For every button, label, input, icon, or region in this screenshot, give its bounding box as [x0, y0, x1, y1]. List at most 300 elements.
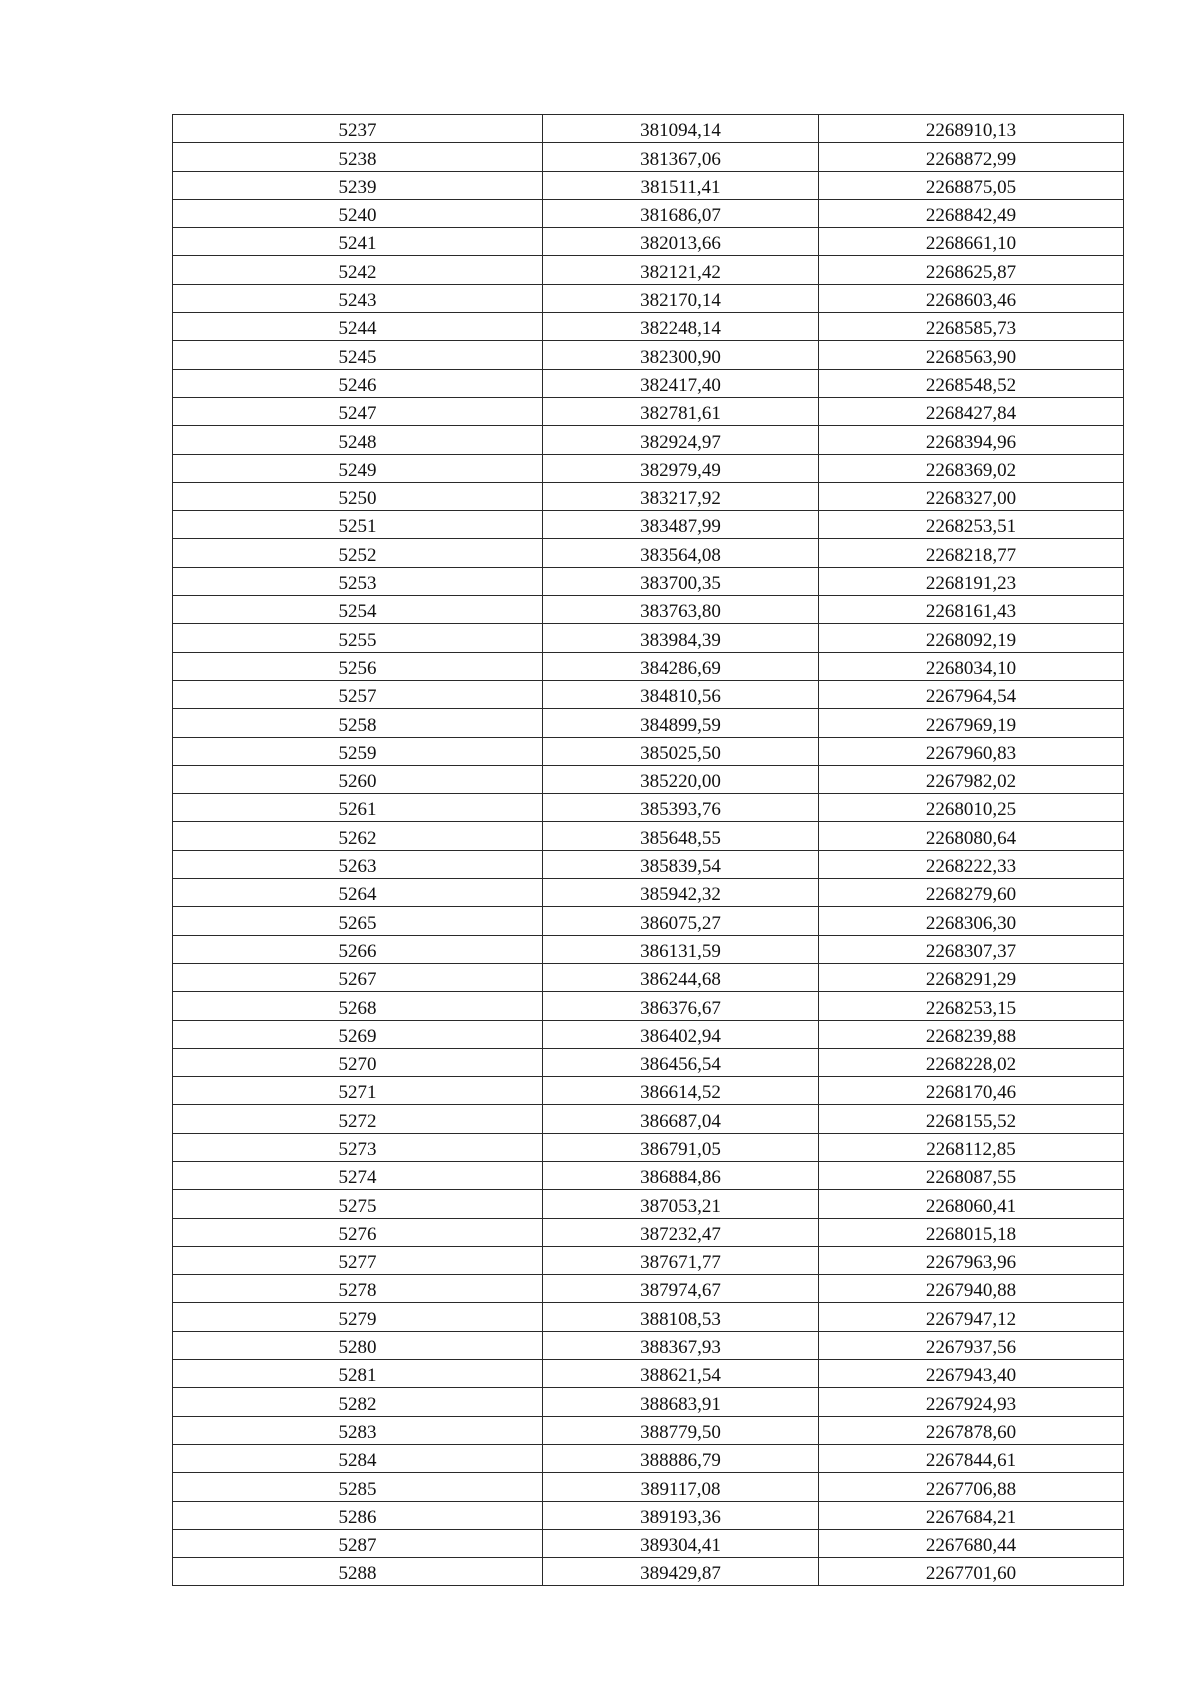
y-coordinate-cell — [819, 228, 1124, 256]
table-row — [173, 624, 1124, 652]
table-row — [173, 228, 1124, 256]
x-coordinate-cell — [543, 1444, 819, 1472]
point-number-cell — [173, 1105, 543, 1133]
point-number-text: 5269 — [338, 1025, 377, 1047]
y-coordinate-cell — [819, 907, 1124, 935]
x-coordinate-text: 382300,90 — [640, 346, 721, 368]
y-coordinate-cell — [819, 652, 1124, 680]
point-number-text: 5276 — [338, 1223, 377, 1245]
point-number-text: 5257 — [338, 686, 377, 708]
table-row — [173, 652, 1124, 680]
y-coordinate-cell — [819, 765, 1124, 793]
x-coordinate-cell — [543, 539, 819, 567]
table-row — [173, 1416, 1124, 1444]
x-coordinate-text: 382248,14 — [640, 318, 721, 340]
y-coordinate-cell — [819, 935, 1124, 963]
point-number-cell — [173, 1558, 543, 1586]
table-row — [173, 1048, 1124, 1076]
y-coordinate-text: 2268161,43 — [925, 601, 1017, 623]
x-coordinate-cell — [543, 454, 819, 482]
x-coordinate-text: 388621,54 — [640, 1365, 721, 1387]
x-coordinate-cell — [543, 1020, 819, 1048]
x-coordinate-text: 388779,50 — [640, 1421, 721, 1443]
table-row — [173, 850, 1124, 878]
x-coordinate-cell — [543, 596, 819, 624]
table-row — [173, 1501, 1124, 1529]
y-coordinate-cell — [819, 1360, 1124, 1388]
table-row — [173, 369, 1124, 397]
x-coordinate-text: 386687,04 — [640, 1110, 721, 1132]
x-coordinate-cell — [543, 341, 819, 369]
x-coordinate-text: 387974,67 — [640, 1280, 721, 1302]
point-number-text: 5272 — [338, 1110, 377, 1132]
y-coordinate-text: 2267878,60 — [925, 1421, 1017, 1443]
x-coordinate-cell — [543, 822, 819, 850]
y-coordinate-text: 2268080,64 — [925, 827, 1017, 849]
table-row — [173, 1275, 1124, 1303]
point-number-cell — [173, 397, 543, 425]
point-number-text: 5245 — [338, 346, 377, 368]
x-coordinate-cell — [543, 879, 819, 907]
point-number-cell — [173, 341, 543, 369]
point-number-cell — [173, 1388, 543, 1416]
point-number-cell — [173, 313, 543, 341]
y-coordinate-cell — [819, 256, 1124, 284]
point-number-text: 5268 — [338, 997, 377, 1019]
x-coordinate-cell — [543, 1048, 819, 1076]
table-row — [173, 794, 1124, 822]
x-coordinate-text: 383564,08 — [640, 544, 721, 566]
x-coordinate-text: 381094,14 — [640, 120, 721, 142]
point-number-cell — [173, 709, 543, 737]
y-coordinate-cell — [819, 1246, 1124, 1274]
point-number-text: 5265 — [338, 912, 377, 934]
x-coordinate-text: 388683,91 — [640, 1393, 721, 1415]
x-coordinate-cell — [543, 115, 819, 143]
point-number-text: 5283 — [338, 1421, 377, 1443]
point-number-cell — [173, 539, 543, 567]
point-number-cell — [173, 1246, 543, 1274]
y-coordinate-text: 2267960,83 — [925, 742, 1017, 764]
table-row — [173, 992, 1124, 1020]
table-row — [173, 511, 1124, 539]
y-coordinate-cell — [819, 454, 1124, 482]
point-number-cell — [173, 1275, 543, 1303]
table-row — [173, 1077, 1124, 1105]
y-coordinate-text: 2267701,60 — [925, 1563, 1017, 1585]
x-coordinate-text: 382417,40 — [640, 374, 721, 396]
point-number-cell — [173, 1077, 543, 1105]
table-row — [173, 1133, 1124, 1161]
point-number-text: 5274 — [338, 1167, 377, 1189]
x-coordinate-text: 388886,79 — [640, 1450, 721, 1472]
y-coordinate-text: 2268842,49 — [925, 205, 1017, 227]
table-row — [173, 907, 1124, 935]
table-row — [173, 1529, 1124, 1557]
y-coordinate-text: 2268092,19 — [925, 629, 1017, 651]
x-coordinate-cell — [543, 935, 819, 963]
x-coordinate-cell — [543, 765, 819, 793]
point-number-text: 5286 — [338, 1506, 377, 1528]
y-coordinate-text: 2268253,15 — [925, 997, 1017, 1019]
table-row — [173, 1246, 1124, 1274]
table-row — [173, 822, 1124, 850]
x-coordinate-cell — [543, 794, 819, 822]
x-coordinate-text: 382170,14 — [640, 290, 721, 312]
x-coordinate-cell — [543, 313, 819, 341]
coordinate-table — [172, 114, 1124, 1586]
x-coordinate-cell — [543, 397, 819, 425]
y-coordinate-text: 2267982,02 — [925, 771, 1017, 793]
y-coordinate-cell — [819, 879, 1124, 907]
y-coordinate-cell — [819, 1444, 1124, 1472]
point-number-text: 5281 — [338, 1365, 377, 1387]
point-number-cell — [173, 143, 543, 171]
x-coordinate-cell — [543, 624, 819, 652]
x-coordinate-text: 384899,59 — [640, 714, 721, 736]
y-coordinate-text: 2268222,33 — [925, 856, 1017, 878]
x-coordinate-cell — [543, 1161, 819, 1189]
x-coordinate-text: 383217,92 — [640, 488, 721, 510]
point-number-text: 5237 — [338, 120, 377, 142]
y-coordinate-text: 2268563,90 — [925, 346, 1017, 368]
y-coordinate-text: 2268394,96 — [925, 431, 1017, 453]
table-row — [173, 963, 1124, 991]
y-coordinate-cell — [819, 737, 1124, 765]
table-row — [173, 482, 1124, 510]
y-coordinate-text: 2268427,84 — [925, 403, 1017, 425]
x-coordinate-cell — [543, 256, 819, 284]
x-coordinate-cell — [543, 1416, 819, 1444]
x-coordinate-cell — [543, 850, 819, 878]
x-coordinate-text: 386456,54 — [640, 1054, 721, 1076]
point-number-text: 5273 — [338, 1138, 377, 1160]
x-coordinate-text: 386075,27 — [640, 912, 721, 934]
table-row — [173, 539, 1124, 567]
x-coordinate-text: 386614,52 — [640, 1082, 721, 1104]
y-coordinate-text: 2268307,37 — [925, 940, 1017, 962]
point-number-text: 5256 — [338, 657, 377, 679]
point-number-cell — [173, 822, 543, 850]
table-row — [173, 143, 1124, 171]
point-number-cell — [173, 935, 543, 963]
table-row — [173, 1303, 1124, 1331]
y-coordinate-cell — [819, 482, 1124, 510]
x-coordinate-text: 388367,93 — [640, 1337, 721, 1359]
point-number-text: 5250 — [338, 488, 377, 510]
x-coordinate-text: 387671,77 — [640, 1252, 721, 1274]
point-number-text: 5261 — [338, 799, 377, 821]
x-coordinate-text: 389304,41 — [640, 1535, 721, 1557]
point-number-cell — [173, 879, 543, 907]
y-coordinate-text: 2268015,18 — [925, 1223, 1017, 1245]
x-coordinate-cell — [543, 737, 819, 765]
table-row — [173, 313, 1124, 341]
table-row — [173, 596, 1124, 624]
point-number-text: 5252 — [338, 544, 377, 566]
x-coordinate-text: 385942,32 — [640, 884, 721, 906]
point-number-text: 5271 — [338, 1082, 377, 1104]
y-coordinate-cell — [819, 1077, 1124, 1105]
y-coordinate-text: 2268291,29 — [925, 969, 1017, 991]
y-coordinate-cell — [819, 680, 1124, 708]
table-row — [173, 1473, 1124, 1501]
y-coordinate-cell — [819, 397, 1124, 425]
x-coordinate-text: 389117,08 — [640, 1478, 721, 1500]
y-coordinate-cell — [819, 1331, 1124, 1359]
x-coordinate-cell — [543, 1133, 819, 1161]
x-coordinate-text: 381686,07 — [640, 205, 721, 227]
point-number-text: 5282 — [338, 1393, 377, 1415]
x-coordinate-cell — [543, 426, 819, 454]
x-coordinate-text: 383487,99 — [640, 516, 721, 538]
x-coordinate-text: 382781,61 — [640, 403, 721, 425]
point-number-text: 5240 — [338, 205, 377, 227]
y-coordinate-cell — [819, 1161, 1124, 1189]
point-number-cell — [173, 1218, 543, 1246]
point-number-cell — [173, 1416, 543, 1444]
y-coordinate-text: 2267706,88 — [925, 1478, 1017, 1500]
y-coordinate-text: 2267937,56 — [925, 1337, 1017, 1359]
y-coordinate-cell — [819, 1020, 1124, 1048]
y-coordinate-text: 2267943,40 — [925, 1365, 1017, 1387]
table-row — [173, 426, 1124, 454]
x-coordinate-cell — [543, 709, 819, 737]
y-coordinate-cell — [819, 341, 1124, 369]
point-number-cell — [173, 1161, 543, 1189]
point-number-cell — [173, 115, 543, 143]
y-coordinate-cell — [819, 369, 1124, 397]
y-coordinate-cell — [819, 992, 1124, 1020]
x-coordinate-text: 384286,69 — [640, 657, 721, 679]
x-coordinate-text: 382924,97 — [640, 431, 721, 453]
x-coordinate-cell — [543, 1303, 819, 1331]
table-row — [173, 1444, 1124, 1472]
y-coordinate-cell — [819, 199, 1124, 227]
y-coordinate-text: 2268112,85 — [926, 1138, 1016, 1160]
y-coordinate-text: 2268155,52 — [925, 1110, 1017, 1132]
point-number-cell — [173, 1529, 543, 1557]
point-number-text: 5249 — [338, 459, 377, 481]
y-coordinate-text: 2268625,87 — [925, 261, 1017, 283]
point-number-cell — [173, 369, 543, 397]
x-coordinate-cell — [543, 1529, 819, 1557]
point-number-cell — [173, 992, 543, 1020]
y-coordinate-cell — [819, 709, 1124, 737]
y-coordinate-cell — [819, 567, 1124, 595]
x-coordinate-cell — [543, 963, 819, 991]
y-coordinate-text: 2268603,46 — [925, 290, 1017, 312]
y-coordinate-cell — [819, 963, 1124, 991]
y-coordinate-cell — [819, 1501, 1124, 1529]
point-number-text: 5253 — [338, 573, 377, 595]
y-coordinate-text: 2268060,41 — [925, 1195, 1017, 1217]
x-coordinate-text: 389429,87 — [640, 1563, 721, 1585]
point-number-cell — [173, 652, 543, 680]
table-row — [173, 1558, 1124, 1586]
point-number-cell — [173, 680, 543, 708]
x-coordinate-cell — [543, 567, 819, 595]
point-number-cell — [173, 1444, 543, 1472]
y-coordinate-cell — [819, 1529, 1124, 1557]
point-number-cell — [173, 624, 543, 652]
y-coordinate-text: 2267964,54 — [925, 686, 1017, 708]
coordinate-table-body — [173, 115, 1124, 1586]
point-number-cell — [173, 284, 543, 312]
table-row — [173, 341, 1124, 369]
point-number-cell — [173, 426, 543, 454]
x-coordinate-cell — [543, 1077, 819, 1105]
point-number-text: 5254 — [338, 601, 377, 623]
point-number-text: 5267 — [338, 969, 377, 991]
point-number-text: 5263 — [338, 856, 377, 878]
point-number-cell — [173, 1303, 543, 1331]
point-number-cell — [173, 907, 543, 935]
point-number-text: 5266 — [338, 940, 377, 962]
point-number-cell — [173, 567, 543, 595]
point-number-text: 5241 — [338, 233, 377, 255]
x-coordinate-cell — [543, 1331, 819, 1359]
x-coordinate-text: 383763,80 — [640, 601, 721, 623]
x-coordinate-text: 384810,56 — [640, 686, 721, 708]
y-coordinate-text: 2267684,21 — [925, 1506, 1017, 1528]
y-coordinate-cell — [819, 115, 1124, 143]
x-coordinate-text: 386791,05 — [640, 1138, 721, 1160]
point-number-cell — [173, 963, 543, 991]
x-coordinate-cell — [543, 171, 819, 199]
table-row — [173, 879, 1124, 907]
y-coordinate-text: 2268875,05 — [925, 176, 1017, 198]
x-coordinate-text: 383984,39 — [640, 629, 721, 651]
y-coordinate-cell — [819, 1416, 1124, 1444]
y-coordinate-cell — [819, 313, 1124, 341]
x-coordinate-text: 388108,53 — [640, 1308, 721, 1330]
y-coordinate-cell — [819, 1275, 1124, 1303]
y-coordinate-text: 2267947,12 — [925, 1308, 1017, 1330]
y-coordinate-text: 2268661,10 — [925, 233, 1017, 255]
x-coordinate-cell — [543, 652, 819, 680]
point-number-text: 5284 — [338, 1450, 377, 1472]
y-coordinate-text: 2268228,02 — [925, 1054, 1017, 1076]
point-number-cell — [173, 794, 543, 822]
x-coordinate-cell — [543, 143, 819, 171]
point-number-text: 5251 — [338, 516, 377, 538]
x-coordinate-text: 386884,86 — [640, 1167, 721, 1189]
table-row — [173, 737, 1124, 765]
table-row — [173, 171, 1124, 199]
y-coordinate-text: 2268910,13 — [925, 120, 1017, 142]
y-coordinate-cell — [819, 511, 1124, 539]
point-number-cell — [173, 1133, 543, 1161]
y-coordinate-cell — [819, 284, 1124, 312]
x-coordinate-cell — [543, 1275, 819, 1303]
point-number-text: 5258 — [338, 714, 377, 736]
y-coordinate-cell — [819, 1303, 1124, 1331]
y-coordinate-cell — [819, 822, 1124, 850]
y-coordinate-text: 2268872,99 — [925, 148, 1017, 170]
point-number-cell — [173, 228, 543, 256]
x-coordinate-cell — [543, 1190, 819, 1218]
y-coordinate-text: 2268369,02 — [925, 459, 1017, 481]
point-number-text: 5260 — [338, 771, 377, 793]
x-coordinate-text: 386244,68 — [640, 969, 721, 991]
x-coordinate-text: 387232,47 — [640, 1223, 721, 1245]
point-number-text: 5280 — [338, 1337, 377, 1359]
y-coordinate-cell — [819, 1048, 1124, 1076]
y-coordinate-cell — [819, 143, 1124, 171]
y-coordinate-text: 2268306,30 — [925, 912, 1017, 934]
y-coordinate-text: 2268191,23 — [925, 573, 1017, 595]
point-number-cell — [173, 199, 543, 227]
y-coordinate-cell — [819, 1190, 1124, 1218]
x-coordinate-text: 381511,41 — [640, 176, 721, 198]
x-coordinate-cell — [543, 228, 819, 256]
point-number-cell — [173, 765, 543, 793]
x-coordinate-cell — [543, 907, 819, 935]
point-number-cell — [173, 482, 543, 510]
table-row — [173, 680, 1124, 708]
x-coordinate-cell — [543, 1246, 819, 1274]
y-coordinate-cell — [819, 1133, 1124, 1161]
point-number-cell — [173, 1360, 543, 1388]
y-coordinate-cell — [819, 1105, 1124, 1133]
y-coordinate-text: 2267680,44 — [925, 1535, 1017, 1557]
point-number-text: 5243 — [338, 290, 377, 312]
x-coordinate-text: 385025,50 — [640, 742, 721, 764]
x-coordinate-cell — [543, 1388, 819, 1416]
point-number-text: 5287 — [338, 1535, 377, 1557]
x-coordinate-text: 382979,49 — [640, 459, 721, 481]
y-coordinate-text: 2268279,60 — [925, 884, 1017, 906]
x-coordinate-cell — [543, 680, 819, 708]
x-coordinate-text: 382121,42 — [640, 261, 721, 283]
y-coordinate-text: 2267844,61 — [925, 1450, 1017, 1472]
y-coordinate-cell — [819, 1218, 1124, 1246]
point-number-cell — [173, 596, 543, 624]
y-coordinate-text: 2268087,55 — [925, 1167, 1017, 1189]
y-coordinate-text: 2268253,51 — [925, 516, 1017, 538]
x-coordinate-cell — [543, 1218, 819, 1246]
x-coordinate-cell — [543, 1558, 819, 1586]
y-coordinate-text: 2268170,46 — [925, 1082, 1017, 1104]
point-number-text: 5242 — [338, 261, 377, 283]
y-coordinate-text: 2267969,19 — [925, 714, 1017, 736]
point-number-cell — [173, 737, 543, 765]
point-number-text: 5247 — [338, 403, 377, 425]
table-row — [173, 284, 1124, 312]
y-coordinate-cell — [819, 426, 1124, 454]
table-row — [173, 1105, 1124, 1133]
point-number-cell — [173, 1048, 543, 1076]
y-coordinate-cell — [819, 539, 1124, 567]
point-number-cell — [173, 1501, 543, 1529]
point-number-text: 5278 — [338, 1280, 377, 1302]
table-row — [173, 256, 1124, 284]
y-coordinate-cell — [819, 624, 1124, 652]
point-number-text: 5239 — [338, 176, 377, 198]
y-coordinate-cell — [819, 1473, 1124, 1501]
point-number-cell — [173, 256, 543, 284]
point-number-text: 5275 — [338, 1195, 377, 1217]
y-coordinate-cell — [819, 1558, 1124, 1586]
table-row — [173, 935, 1124, 963]
x-coordinate-cell — [543, 482, 819, 510]
table-row — [173, 1190, 1124, 1218]
y-coordinate-cell — [819, 850, 1124, 878]
point-number-text: 5285 — [338, 1478, 377, 1500]
point-number-text: 5255 — [338, 629, 377, 651]
x-coordinate-text: 383700,35 — [640, 573, 721, 595]
